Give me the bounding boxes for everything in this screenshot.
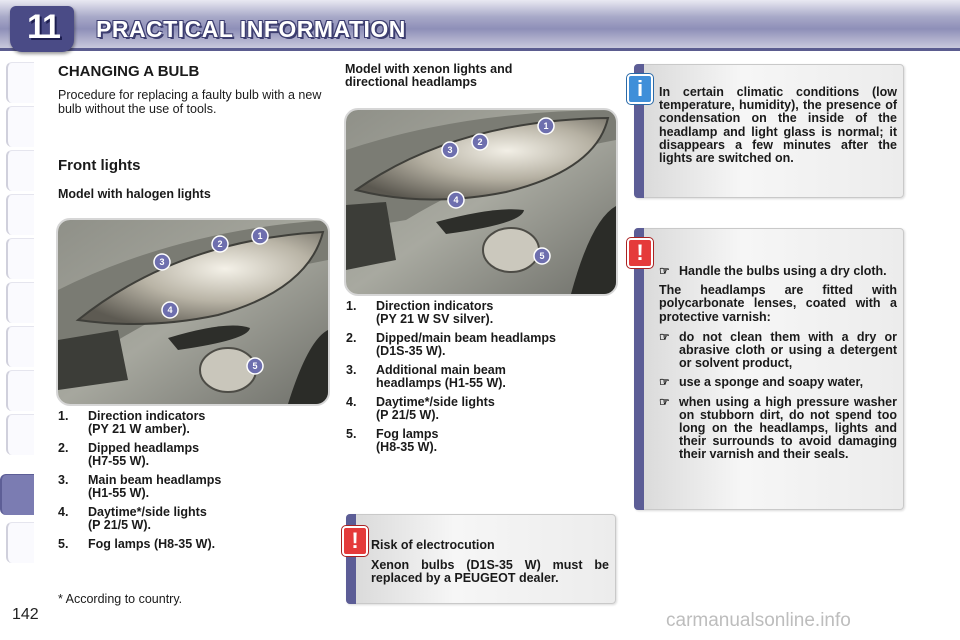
side-tab[interactable] (6, 106, 34, 147)
watermark: carmanualsonline.info (666, 610, 851, 631)
callout-label: 5 (252, 361, 258, 371)
side-tab-active[interactable] (0, 474, 34, 515)
list-item: 5. Fog lamps (H8-35 W). (58, 537, 216, 551)
warning-bullet: ☞ Handle the bulbs using a dry cloth. (659, 264, 887, 278)
warning-bullet: ☞ do not clean them with a dry or abrasive cloth or using a detergent or solvent product, (659, 329, 897, 371)
callout-label: 3 (159, 257, 165, 267)
xenon-heading: Model with xenon lights and directional headlamps (345, 62, 513, 89)
list-item: 1. Direction indicators (PY 21 W amber). (58, 409, 206, 436)
intro-text: Procedure for replacing a faulty bulb with a new bulb without the use of tools. (58, 88, 322, 116)
callout-label: 2 (217, 239, 223, 249)
list-item: 3. Main beam headlamps (H1-55 W). (58, 473, 222, 500)
list-item: 1. Direction indicators (PY 21 W SV silver). (346, 299, 494, 326)
warning-bullet: ☞ when using a high pressure washer on stubborn dirt, do not spend too long on the headlamps, lights and their surrounds to avoid damaging their varnish and their seals. (659, 394, 897, 462)
list-item: 4. Daytime*/side lights (P 21/5 W). (346, 395, 495, 422)
care-warning-box (634, 228, 904, 510)
warning-icon: ! (342, 526, 368, 556)
pointer-icon: ☞ (659, 329, 670, 344)
pointer-icon: ☞ (659, 375, 670, 390)
info-icon: i (627, 74, 653, 104)
electrocution-title: Risk of electrocution (371, 538, 495, 552)
side-tab-strip (0, 62, 34, 582)
callout-label: 1 (543, 121, 549, 131)
xenon-bulb-list (346, 300, 616, 460)
front-lights-heading: Front lights (58, 157, 141, 174)
side-tab[interactable] (6, 414, 34, 455)
xenon-headlamp-photo (344, 108, 618, 296)
footnote: * According to country. (58, 592, 183, 606)
header-divider (0, 48, 960, 51)
side-tab[interactable] (6, 282, 34, 323)
chapter-number: 11 (27, 8, 59, 46)
care-warning-text (659, 265, 897, 468)
section-heading: CHANGING A BULB (58, 63, 200, 80)
halogen-headlamp-photo (56, 218, 330, 406)
side-tab[interactable] (6, 194, 34, 235)
list-item: 3. Additional main beam headlamps (H1-55 W). (346, 363, 506, 390)
list-item: 4. Daytime*/side lights (P 21/5 W). (58, 505, 207, 532)
side-tab[interactable] (6, 150, 34, 191)
page-title: PRACTICAL INFORMATION (96, 16, 406, 42)
callout-label: 1 (257, 231, 263, 241)
side-tab[interactable] (6, 62, 34, 103)
halogen-bulb-list (58, 410, 328, 557)
list-item: 2. Dipped headlamps (H7-55 W). (58, 441, 200, 468)
halogen-heading: Model with halogen lights (58, 187, 211, 201)
callout-label: 5 (539, 251, 545, 261)
callout-label: 4 (167, 305, 173, 315)
list-item: 5. Fog lamps (H8-35 W). (346, 427, 439, 454)
warning-bullet: ☞ use a sponge and soapy water, (659, 375, 864, 390)
side-tab[interactable] (6, 370, 34, 411)
callout-label: 2 (477, 137, 483, 147)
page-number: 142 (12, 606, 39, 623)
electrocution-text (371, 539, 609, 593)
side-tab[interactable] (6, 326, 34, 367)
list-item: 2. Dipped/main beam headlamps (D1S-35 W). (346, 331, 556, 358)
pointer-icon: ☞ (659, 394, 670, 409)
info-text: In certain climatic conditions (low temperature, humidity), the presence of condensation on the inside of the headlamp and light glass is normal; it disappears a few minutes after the lights are switched on. (659, 85, 897, 166)
side-tab[interactable] (6, 238, 34, 279)
electrocution-body: Xenon bulbs (D1S-35 W) must be replaced by a PEUGEOT dealer. (371, 558, 609, 586)
varnish-note: The headlamps are fitted with polycarbonate lenses, coated with a protective varnish: (659, 283, 897, 324)
electrocution-warning-box (346, 514, 616, 604)
info-box (634, 64, 904, 198)
callout-label: 4 (453, 195, 459, 205)
pointer-icon: ☞ (659, 264, 670, 278)
warning-icon: ! (627, 238, 653, 268)
box-accent-bar (634, 228, 644, 510)
callout-label: 3 (447, 145, 453, 155)
side-tab[interactable] (6, 522, 34, 563)
